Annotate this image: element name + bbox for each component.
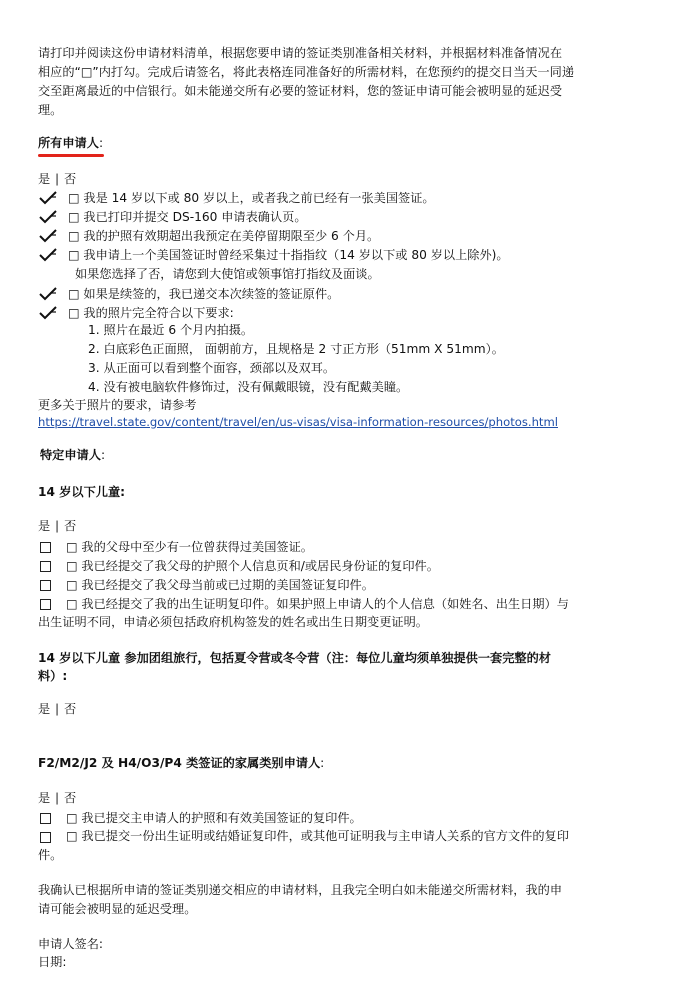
confirm-line-1: 我确认已根据所申请的签证类别递交相应的申请材料，且我完全明白如未能递交所需材料，我的申 — [38, 883, 563, 897]
dependents-item-2: □ 我已提交一份出生证明或结婚证复印件，或其他可证明我与主申请人关系的官方文件的复印 — [66, 829, 569, 843]
intro-line-3: 交至距离最近的中信银行。如未能递交所有必要的签证材料，您的签证申请可能会被明显的延迟受 — [38, 84, 563, 98]
all-applicants-heading — [38, 134, 103, 152]
intro-line-4: 理。 — [38, 103, 63, 117]
photo-more-info: 更多关于照片的要求，请参考 — [38, 398, 197, 412]
children-heading: 14 岁以下儿童: — [38, 485, 126, 499]
group-tour-yes-no-header: 是 ∣ 否 — [38, 702, 77, 716]
all-item-4-note: 如果您选择了否，请您到大使馆或领事馆打指纹及面谈。 — [75, 267, 380, 281]
check-mark-icon[interactable] — [38, 286, 58, 302]
check-mark-icon[interactable] — [38, 209, 58, 225]
all-item-3: □ 我的护照有效期超出我预定在美停留期限至少 6 个月。 — [68, 229, 380, 243]
children-item-1: □ 我的父母中至少有一位曾获得过美国签证。 — [66, 540, 313, 554]
check-mark-icon[interactable] — [38, 228, 58, 244]
all-item-2: □ 我已打印并提交 DS-160 申请表确认页。 — [68, 210, 307, 224]
confirm-line-2: 请可能会被明显的延迟受理。 — [38, 902, 197, 916]
date-label: 日期: — [38, 955, 67, 969]
children-item-2: □ 我已经提交了我父母的护照个人信息页和/或居民身份证的复印件。 — [66, 559, 439, 573]
heading-colon: : — [98, 136, 104, 150]
yes-checkbox[interactable] — [40, 813, 51, 824]
children-item-3: □ 我已经提交了我父母当前或已过期的美国签证复印件。 — [66, 578, 374, 592]
signature-label: 申请人签名: — [38, 937, 104, 951]
intro-line-2: 相应的“□”内打勾。完成后请签名，将此表格连同准备好的所需材料，在您预约的提交日当天一同递 — [38, 65, 575, 79]
photo-req-2: 2. 白底彩色正面照， 面朝前方，且规格是 2 寸正方形（51mm X 51mm）。 — [88, 342, 504, 356]
yes-no-header: 是 ∣ 否 — [38, 172, 77, 186]
dependents-heading — [38, 754, 324, 772]
heading-text: 特定申请人 — [40, 448, 101, 462]
children-item-4-cont: 出生证明不同，申请必须包括政府机构签发的姓名或出生日期变更证明。 — [38, 615, 428, 629]
intro-line-1: 请打印并阅读这份申请材料清单，根据您要申请的签证类别准备相关材料，并根据材料准备情况在 — [38, 46, 563, 60]
photo-req-4: 4. 没有被电脑软件修饰过，没有佩戴眼镜，没有配戴美瞳。 — [88, 380, 409, 394]
children-yes-no-header: 是 ∣ 否 — [38, 519, 77, 533]
photo-requirements-link[interactable]: https://travel.state.gov/content/travel/en/us-visas/visa-information-resources/photos.html — [38, 415, 558, 429]
all-item-1: □ 我是 14 岁以下或 80 岁以上，或者我之前已经有一张美国签证。 — [68, 191, 435, 205]
all-item-5: □ 如果是续签的，我已递交本次续签的签证原件。 — [68, 287, 340, 301]
photo-req-1: 1. 照片在最近 6 个月内拍摄。 — [88, 323, 254, 337]
all-item-4: □ 我申请上一个美国签证时曾经采集过十指指纹（14 岁以下或 80 岁以上除外)。 — [68, 248, 509, 262]
photo-req-3: 3. 从正面可以看到整个面容，颈部以及双耳。 — [88, 361, 336, 375]
dependents-yes-no-header: 是 ∣ 否 — [38, 791, 77, 805]
yes-checkbox[interactable] — [40, 580, 51, 591]
yes-checkbox[interactable] — [40, 832, 51, 843]
yes-checkbox[interactable] — [40, 599, 51, 610]
dependents-item-1: □ 我已提交主申请人的护照和有效美国签证的复印件。 — [66, 811, 362, 825]
check-mark-icon[interactable] — [38, 247, 58, 263]
heading-colon: : — [320, 756, 325, 770]
specific-applicants-heading — [40, 446, 105, 464]
check-mark-icon[interactable] — [38, 190, 58, 206]
heading-underline — [38, 154, 104, 157]
heading-text: 所有申请人 — [38, 136, 99, 150]
yes-checkbox[interactable] — [40, 542, 51, 553]
group-tour-heading-line-1: 14 岁以下儿童 参加团组旅行，包括夏令营或冬令营（注：每位儿童均须单独提供一套完整的材 — [38, 651, 551, 665]
heading-text: F2/M2/J2 及 H4/O3/P4 类签证的家属类别申请人 — [38, 756, 321, 770]
dependents-item-2-cont: 件。 — [38, 848, 63, 862]
yes-checkbox[interactable] — [40, 561, 51, 572]
check-mark-icon[interactable] — [38, 305, 58, 321]
heading-colon: : — [100, 448, 106, 462]
all-item-6: □ 我的照片完全符合以下要求: — [68, 306, 234, 320]
children-item-4: □ 我已经提交了我的出生证明复印件。如果护照上申请人的个人信息（如姓名、出生日期）与 — [66, 597, 569, 611]
group-tour-heading-line-2: 料）: — [38, 669, 68, 683]
